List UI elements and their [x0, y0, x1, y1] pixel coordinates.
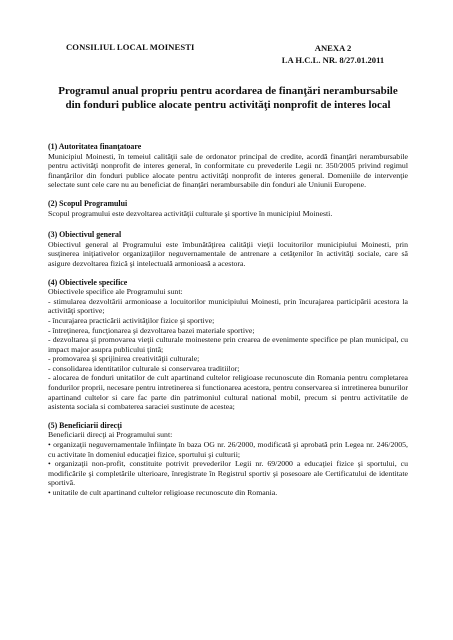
list-item: - promovarea şi sprijinirea creativităţii culturale;: [48, 354, 200, 364]
document-body: [48, 142, 408, 498]
annex-reference: [268, 42, 398, 66]
section-heading: (4) Obiectivele specifice: [48, 277, 128, 287]
list-item: - dezvoltarea şi promovarea vieţii culturale moinestene prin crearea de evenimente specifice pe plan municipal, cu impact major asupra publicului ţintă;: [48, 335, 408, 354]
section-heading: (5) Beneficiarii direcţi: [48, 420, 122, 430]
annex-number: ANEXA 2: [314, 43, 352, 53]
section-specific-objectives: [48, 278, 408, 412]
list-item: • unitatile de cult apartinand cultelor religioase recunoscute din Romania.: [48, 488, 278, 497]
list-item: • organizaţii neguvernamentale înfiinţate în baza OG nr. 26/2000, modificată şi aprobată prin Legea nr. 246/2005, cu activitate în domeniul educaţiei fizice, sportului şi culturii;: [48, 440, 408, 459]
section-direct-beneficiaries: [48, 421, 408, 498]
list-item: - întreţinerea, funcţionarea şi dezvoltarea bazei materiale sportive;: [48, 325, 255, 335]
issuer-name: CONSILIUL LOCAL MOINESTI: [66, 42, 195, 52]
section-intro: Beneficiarii direcţi ai Programului sunt:: [48, 430, 173, 440]
section-heading: (1) Autoritatea finanţatoare: [48, 142, 142, 151]
section-text: Obiectivul general al Programului este îmbunătăţirea calităţii vieţii locuitorilor municipiului Moinesti, prin susţinerea iniţiativelor organizaţiilor neguvernamentale de antrenare a cetăţenilor în activităţi sociale, care să asigure dezvoltarea fizică şi intelectuală armonioasă a acestora.: [48, 239, 408, 268]
section-heading: (3) Obiectivul general: [48, 230, 122, 240]
list-item: • organizaţii non-profit, constituite potrivit prevederilor Legii nr. 69/2000 a educaţiei fizice şi sportului, cu modificările şi completările ulterioare, înregistrate în Registrul sportiv şi posesoare ale Certificatului de identitate sportivă.: [48, 459, 408, 488]
list-item: - stimularea dezvoltării armonioase a locuitorilor municipiului Moinesti, prin încurajarea participării acestora la activităţi sportive;: [48, 296, 408, 316]
list-item: - încurajarea practicării activităţilor fizice şi sportive;: [48, 315, 215, 325]
section-general-objective: [48, 230, 408, 268]
section-financing-authority: [48, 142, 408, 190]
section-text: Scopul programului este dezvoltarea activităţii culturale şi sportive în municipiul Moinesti.: [48, 208, 333, 218]
document-title: Programul anual propriu pentru acordarea de finanţări nerambursabile din fonduri publice alocate pentru activităţi nonprofit de interes local: [58, 85, 398, 111]
list-item: - alocarea de fonduri unitatilor de cult apartinand cultelor religioase recunoscute din Romania pentru completarea fondurilor proprii, necesare pentru intretinerea si functionarea acestora, pentru conservarea si intretinerea bunurilor apartinand cultelor si care fac parte din patrimoniul cultural national mobil, precum si pentru activitatile de asistenta sociala si combaterea saraciei sustinute de acestea;: [48, 373, 408, 412]
list-item: - consolidarea identitatilor culturale si conservarea traditiilor;: [48, 363, 240, 373]
section-program-purpose: [48, 199, 408, 218]
section-heading: (2) Scopul Programului: [48, 198, 128, 208]
decision-reference: LA H.C.L. NR. 8/27.01.2011: [281, 55, 385, 65]
section-text: Municipiul Moinesti, în temeiul calităţii sale de ordonator principal de credite, acordă finanţări nerambursabile pentru activităţi nonprofit de interes general, în conformitate cu prevederile Legii nr. 350/2005 privind regimul finanţărilor din fonduri publice alocate pentru activităţi nonprofit de interes general. Domeniile de intervenţie selectate sunt cele care nu au beneficiat de finanţări nerambursabile din fonduri ale Uniunii Europene.: [48, 151, 408, 190]
section-intro: Obiectivele specifice ale Programului sunt:: [48, 287, 183, 297]
